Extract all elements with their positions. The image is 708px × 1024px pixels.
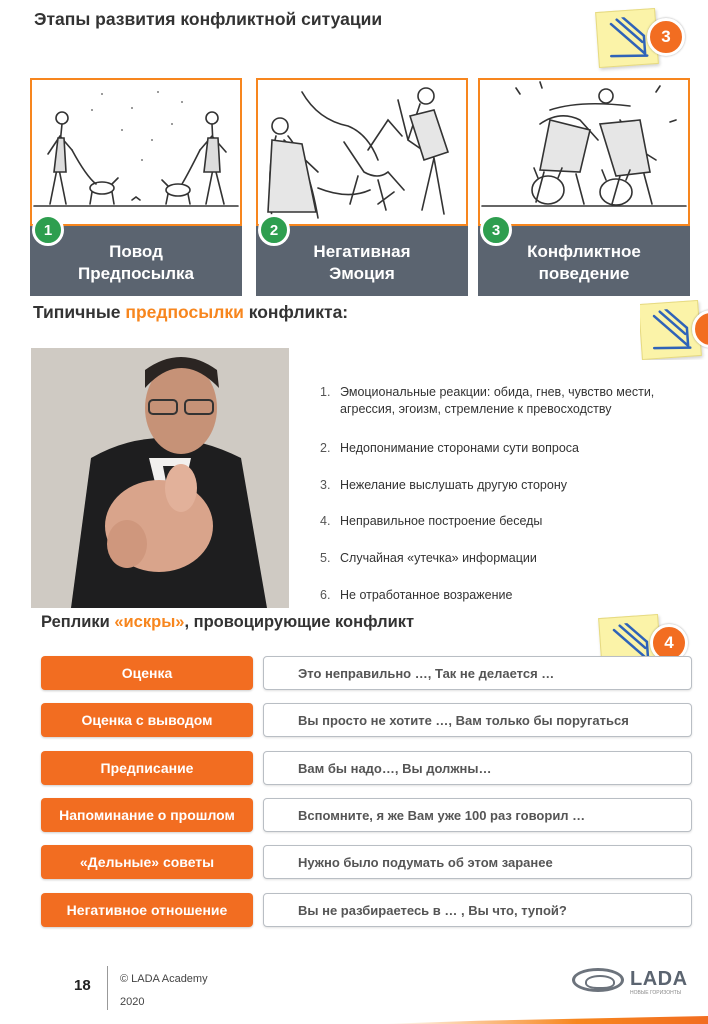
stage-illustration-brawl [478,78,690,226]
footer-divider [107,966,108,1010]
step-badge: 4 [650,624,688,662]
list-item-number: 4. [320,514,331,528]
spark-category-label: «Дельные» советы [41,845,253,879]
stages-title: Этапы развития конфликтной ситуации [34,9,383,29]
stage-number: 3 [480,214,512,246]
preconditions-title-after: конфликта: [243,302,349,322]
stage-label-line1: Негативная [313,242,411,261]
spark-example-phrase: Нужно было подумать об этом заранее [263,845,692,879]
spark-row [41,798,692,832]
pencil-icon [650,308,693,353]
list-item-number: 2. [320,441,331,455]
list-item-text: Случайная «утечка» информации [340,551,537,565]
stage-label-line2: Предпосылка [77,264,194,283]
pointing-man-photo [31,348,289,608]
list-item-number: 6. [320,588,331,602]
list-item [320,477,708,494]
spark-example-phrase: Вы не разбираетесь в … , Вы что, тупой? [263,893,692,927]
lada-logo-tagline: НОВЫЕ ГОРИЗОНТЫ [630,990,682,996]
footer-accent-stripe [380,1016,708,1024]
spark-example-phrase: Вы просто не хотите …, Вам только бы поругаться [263,703,692,737]
spark-category-label: Оценка с выводом [41,703,253,737]
list-item-number: 1. [320,385,331,399]
list-item [320,587,708,604]
sticky-note-badge-partial [640,300,708,360]
list-item [320,384,708,418]
preconditions-title [33,302,348,323]
sparks-title-before: Реплики [41,613,115,631]
list-item-text: Нежелание выслушать другую сторону [340,478,567,492]
stage-illustration-fight-start [256,78,468,226]
spark-category-label: Напоминание о прошлом [41,798,253,832]
spark-row [41,893,692,927]
stage-number: 2 [258,214,290,246]
sparks-title-accent: «искры» [114,613,185,631]
preconditions-title-accent: предпосылки [125,302,244,322]
pencil-icon [607,16,650,61]
list-item [320,513,708,530]
list-item-text: Недопонимание сторонами сути вопроса [340,441,580,455]
list-item [320,550,708,567]
stage-label-line2: Эмоция [329,264,395,283]
stage-label-line1: Повод [109,242,163,261]
list-item-number: 5. [320,551,331,565]
stage-label-line2: поведение [538,264,630,283]
lada-logo [572,966,692,996]
list-item-text: Неправильное построение беседы [340,514,543,528]
footer-year: 2020 [120,996,145,1008]
stage-label-line1: Конфликтное [527,242,641,261]
stage-card-1 [30,78,242,296]
spark-row [41,656,692,690]
spark-example-phrase: Вам бы надо…, Вы должны… [263,751,692,785]
preconditions-title-before: Типичные [33,302,126,322]
spark-example-phrase: Вспомните, я же Вам уже 100 раз говорил … [263,798,692,832]
step-badge: 3 [647,18,685,56]
sticky-note-badge-3 [597,8,689,68]
spark-row [41,751,692,785]
sparks-title-after: , провоцирующие конфликт [184,613,415,631]
stage-illustration-walkers [30,78,242,226]
sparks-title [41,613,414,632]
spark-category-label: Оценка [41,656,253,690]
stage-card-2 [256,78,468,296]
lada-boat-icon [572,968,624,992]
stage-card-3 [478,78,690,296]
spark-row [41,703,692,737]
list-item-text: Эмоциональные реакции: обида, гнев, чувство мести, агрессия, эгоизм, стремление к превосходству [340,385,655,416]
list-item-text: Не отработанное возражение [340,588,513,602]
spark-category-label: Предписание [41,751,253,785]
page-number: 18 [74,977,91,994]
list-item-number: 3. [320,478,331,492]
spark-category-label: Негативное отношение [41,893,253,927]
stage-number: 1 [32,214,64,246]
spark-example-phrase: Это неправильно …, Так не делается … [263,656,692,690]
spark-row [41,845,692,879]
lada-logo-text: LADA [630,968,688,990]
list-item [320,440,708,457]
footer-copyright: © LADA Academy [120,973,208,985]
